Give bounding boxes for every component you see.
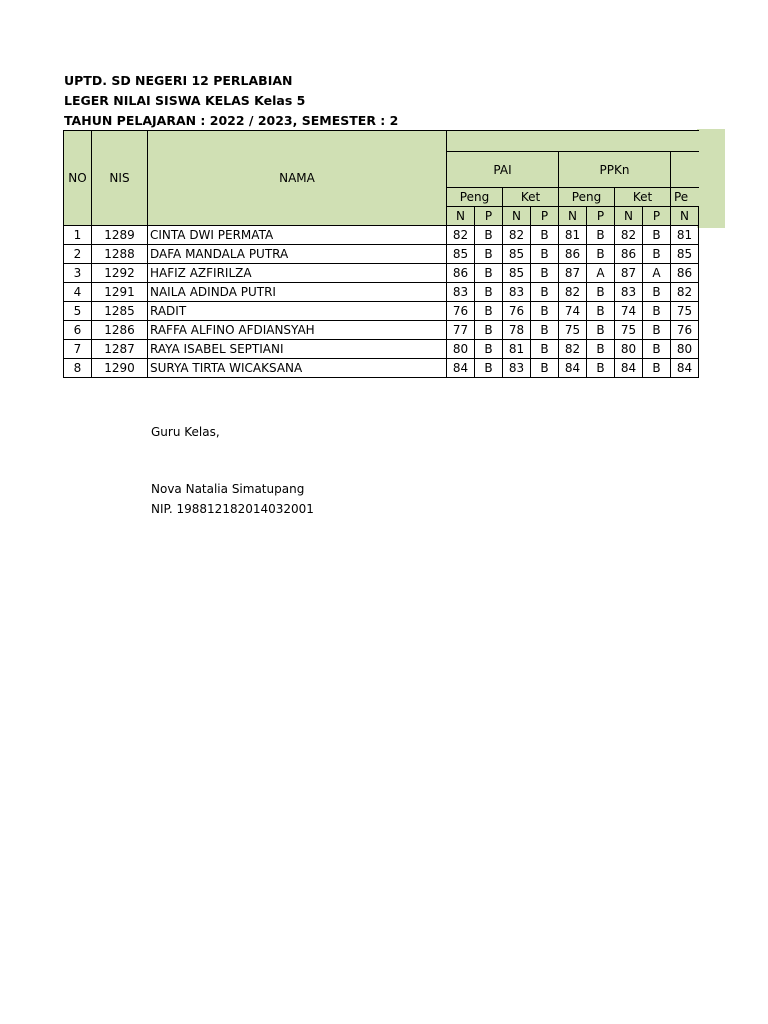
- cell-score: 82: [447, 226, 475, 245]
- cell-nama: RADIT: [148, 302, 447, 321]
- header-nama: NAMA: [148, 131, 447, 226]
- grade-table-body: [64, 226, 699, 378]
- cell-nis: 1290: [92, 359, 148, 378]
- document-title: LEGER NILAI SISWA KELAS Kelas 5: [64, 93, 306, 108]
- table-row: [64, 340, 699, 359]
- cell-no: 6: [64, 321, 92, 340]
- cell-score: 80: [615, 340, 643, 359]
- cell-score: 85: [503, 245, 531, 264]
- cell-no: 4: [64, 283, 92, 302]
- grade-table: [63, 130, 699, 378]
- cell-score: B: [475, 340, 503, 359]
- header-p: P: [531, 207, 559, 226]
- cell-nama: CINTA DWI PERMATA: [148, 226, 447, 245]
- cell-score: 83: [503, 283, 531, 302]
- cell-nis: 1288: [92, 245, 148, 264]
- cell-no: 3: [64, 264, 92, 283]
- cell-score: B: [475, 302, 503, 321]
- cell-score: B: [587, 321, 615, 340]
- cell-score: 85: [447, 245, 475, 264]
- cell-score: B: [643, 302, 671, 321]
- cell-score: B: [587, 359, 615, 378]
- cell-score: B: [531, 245, 559, 264]
- cell-score: B: [531, 321, 559, 340]
- document-header: [64, 71, 398, 131]
- header-p: P: [643, 207, 671, 226]
- cell-score: 78: [503, 321, 531, 340]
- header-nis: NIS: [92, 131, 148, 226]
- cell-score: B: [587, 340, 615, 359]
- cell-score: 74: [559, 302, 587, 321]
- teacher-name: Nova Natalia Simatupang: [151, 482, 305, 496]
- cell-score: B: [587, 283, 615, 302]
- cell-score: 80: [447, 340, 475, 359]
- cell-score: 84: [615, 359, 643, 378]
- header-n: N: [615, 207, 643, 226]
- cell-score: 82: [559, 283, 587, 302]
- cell-score: 77: [447, 321, 475, 340]
- header-subject-next: [671, 152, 699, 188]
- school-name: UPTD. SD NEGERI 12 PERLABIAN: [64, 73, 293, 88]
- cell-score: B: [475, 226, 503, 245]
- cell-score: B: [587, 226, 615, 245]
- cell-score: 81: [503, 340, 531, 359]
- cell-nis: 1286: [92, 321, 148, 340]
- cell-score: B: [531, 283, 559, 302]
- header-n: N: [447, 207, 475, 226]
- cell-score: B: [643, 245, 671, 264]
- table-row: [64, 264, 699, 283]
- cell-score: 84: [559, 359, 587, 378]
- header-subject-ppkn: PPKn: [559, 152, 671, 188]
- cell-score: 85: [503, 264, 531, 283]
- cell-score: 86: [671, 264, 699, 283]
- cell-score: A: [587, 264, 615, 283]
- cell-score: 76: [671, 321, 699, 340]
- teacher-nip: NIP. 198812182014032001: [151, 502, 314, 516]
- header-n: N: [671, 207, 699, 226]
- cell-nis: 1292: [92, 264, 148, 283]
- signature-label: Guru Kelas,: [151, 425, 220, 439]
- table-row: [64, 302, 699, 321]
- header-peng: Peng: [447, 188, 503, 207]
- cell-nama: SURYA TIRTA WICAKSANA: [148, 359, 447, 378]
- cell-score: 86: [615, 245, 643, 264]
- cell-score: 83: [503, 359, 531, 378]
- cell-score: 81: [559, 226, 587, 245]
- cell-score: B: [643, 226, 671, 245]
- header-n: N: [559, 207, 587, 226]
- cell-score: 81: [671, 226, 699, 245]
- cell-score: B: [475, 245, 503, 264]
- header-p: P: [475, 207, 503, 226]
- cell-nis: 1289: [92, 226, 148, 245]
- cell-score: 83: [615, 283, 643, 302]
- cell-score: B: [643, 340, 671, 359]
- cell-score: B: [475, 321, 503, 340]
- table-row: [64, 245, 699, 264]
- cell-score: 84: [671, 359, 699, 378]
- cell-score: 75: [615, 321, 643, 340]
- cell-score: A: [643, 264, 671, 283]
- cell-nis: 1285: [92, 302, 148, 321]
- cell-score: B: [531, 359, 559, 378]
- cell-score: 82: [671, 283, 699, 302]
- cell-score: 87: [559, 264, 587, 283]
- cell-score: B: [531, 226, 559, 245]
- cell-nis: 1291: [92, 283, 148, 302]
- cell-score: B: [531, 264, 559, 283]
- cell-no: 7: [64, 340, 92, 359]
- table-row: [64, 359, 699, 378]
- cell-score: 85: [671, 245, 699, 264]
- cell-score: B: [475, 283, 503, 302]
- cell-score: B: [531, 340, 559, 359]
- cell-score: 84: [447, 359, 475, 378]
- cell-score: 82: [615, 226, 643, 245]
- table-row: [64, 283, 699, 302]
- header-subject-pai: PAI: [447, 152, 559, 188]
- cell-score: B: [475, 359, 503, 378]
- cell-score: B: [643, 359, 671, 378]
- cell-score: B: [643, 283, 671, 302]
- header-ket: Ket: [503, 188, 559, 207]
- cell-no: 1: [64, 226, 92, 245]
- cell-nama: RAFFA ALFINO AFDIANSYAH: [148, 321, 447, 340]
- cell-no: 5: [64, 302, 92, 321]
- cell-score: B: [531, 302, 559, 321]
- header-peng: Peng: [559, 188, 615, 207]
- cell-score: B: [587, 302, 615, 321]
- cell-score: 75: [671, 302, 699, 321]
- cell-score: 86: [559, 245, 587, 264]
- cell-no: 2: [64, 245, 92, 264]
- academic-year: TAHUN PELAJARAN : 2022 / 2023, SEMESTER : 2: [64, 113, 399, 128]
- header-p: P: [587, 207, 615, 226]
- cell-score: 83: [447, 283, 475, 302]
- header-n: N: [503, 207, 531, 226]
- header-no: NO: [64, 131, 92, 226]
- cell-score: 74: [615, 302, 643, 321]
- cell-no: 8: [64, 359, 92, 378]
- cell-nama: HAFIZ AZFIRILZA: [148, 264, 447, 283]
- cell-nis: 1287: [92, 340, 148, 359]
- cell-nama: DAFA MANDALA PUTRA: [148, 245, 447, 264]
- table-row: [64, 321, 699, 340]
- cell-score: 86: [447, 264, 475, 283]
- cell-nama: RAYA ISABEL SEPTIANI: [148, 340, 447, 359]
- header-fill-extension: [697, 129, 725, 228]
- cell-score: B: [587, 245, 615, 264]
- cell-score: 76: [503, 302, 531, 321]
- cell-nama: NAILA ADINDA PUTRI: [148, 283, 447, 302]
- cell-score: B: [475, 264, 503, 283]
- header-subjects-group: [447, 131, 699, 152]
- cell-score: 80: [671, 340, 699, 359]
- cell-score: 82: [559, 340, 587, 359]
- cell-score: B: [643, 321, 671, 340]
- header-peng-cut: Pe: [671, 188, 699, 207]
- table-row: [64, 226, 699, 245]
- cell-score: 75: [559, 321, 587, 340]
- cell-score: 87: [615, 264, 643, 283]
- cell-score: 82: [503, 226, 531, 245]
- header-ket: Ket: [615, 188, 671, 207]
- cell-score: 76: [447, 302, 475, 321]
